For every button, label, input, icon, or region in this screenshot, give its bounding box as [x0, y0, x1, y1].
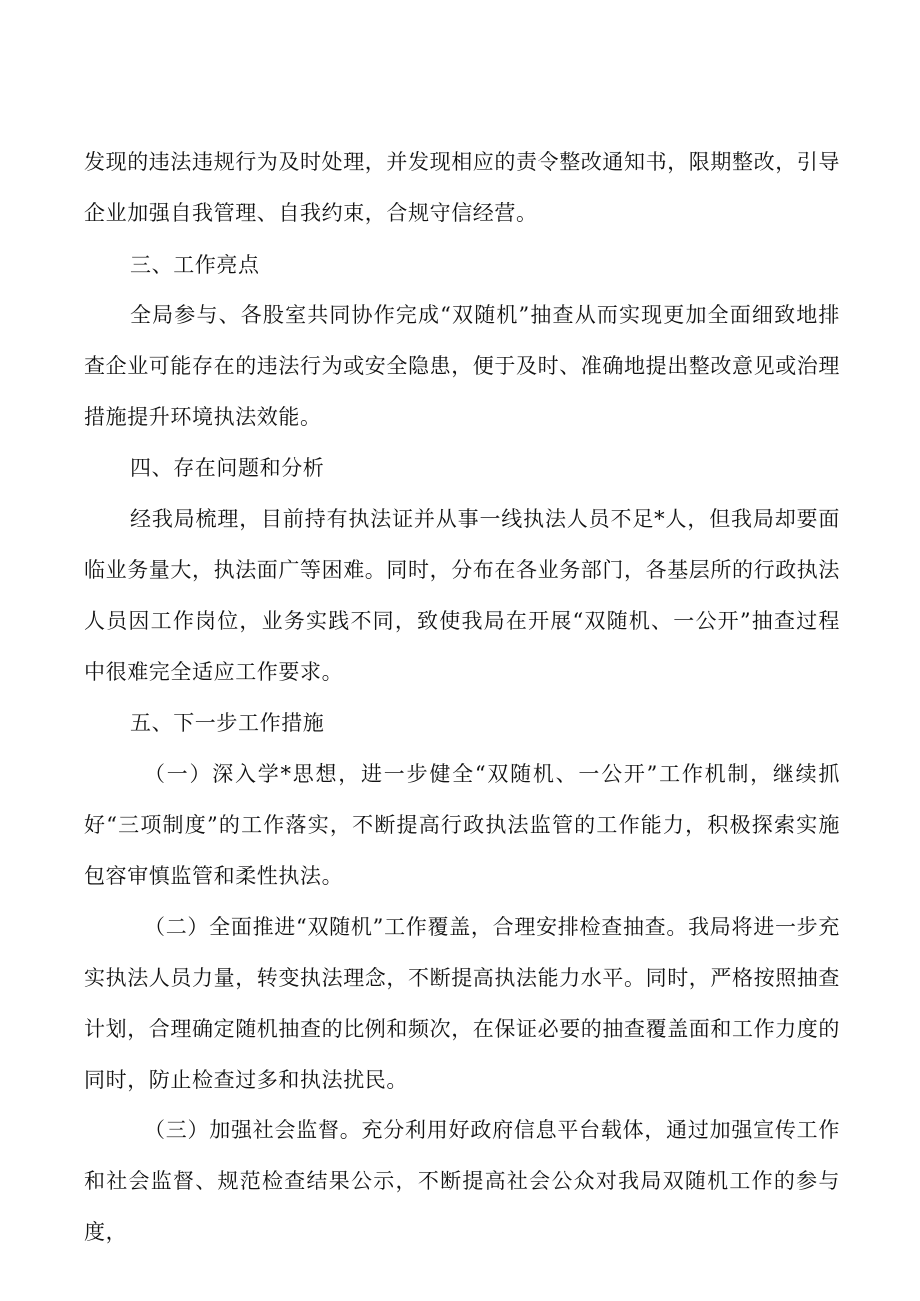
section-heading-highlights: 三、工作亮点 — [130, 253, 260, 277]
section-heading-next-steps: 五、下一步工作措施 — [130, 711, 325, 735]
paragraph-measure-3: （三）加强社会监督。充分利用好政府信息平台载体，通过加强宣传工作和社会监督、规范检查结果公示，不断提高社会公众对我局双随机工作的参与度， — [84, 1118, 840, 1244]
section-heading-problems: 四、存在问题和分析 — [130, 456, 325, 480]
paragraph-continuation: 发现的违法违规行为及时处理，并发现相应的责令整改通知书，限期整改，引导企业加强自我管理、自我约束，合规守信经营。 — [84, 150, 840, 225]
paragraph-problems: 经我局梳理，目前持有执法证并从事一线执法人员不足*人，但我局却要面临业务量大，执法面广等困难。同时，分布在各业务部门，各基层所的行政执法人员因工作岗位，业务实践不同，致使我局在开展“双随机、一公开”抽查过程中很难完全适应工作要求。 — [84, 507, 840, 684]
paragraph-measure-2: （二）全面推进“双随机”工作覆盖，合理安排检查抽查。我局将进一步充实执法人员力量，转变执法理念，不断提高执法能力水平。同时，严格按照抽查计划，合理确定随机抽查的比例和频次，在保证必要的抽查覆盖面和工作力度的同时，防止检查过多和执法扰民。 — [84, 915, 840, 1092]
paragraph-measure-1: （一）深入学*思想，进一步健全“双随机、一公开”工作机制，继续抓好“三项制度”的工作落实，不断提高行政执法监管的工作能力，积极探索实施包容审慎监管和柔性执法。 — [84, 762, 840, 888]
paragraph-highlights: 全局参与、各股室共同协作完成“双随机”抽查从而实现更加全面细致地排查企业可能存在的违法行为或安全隐患，便于及时、准确地提出整改意见或治理措施提升环境执法效能。 — [84, 303, 840, 429]
